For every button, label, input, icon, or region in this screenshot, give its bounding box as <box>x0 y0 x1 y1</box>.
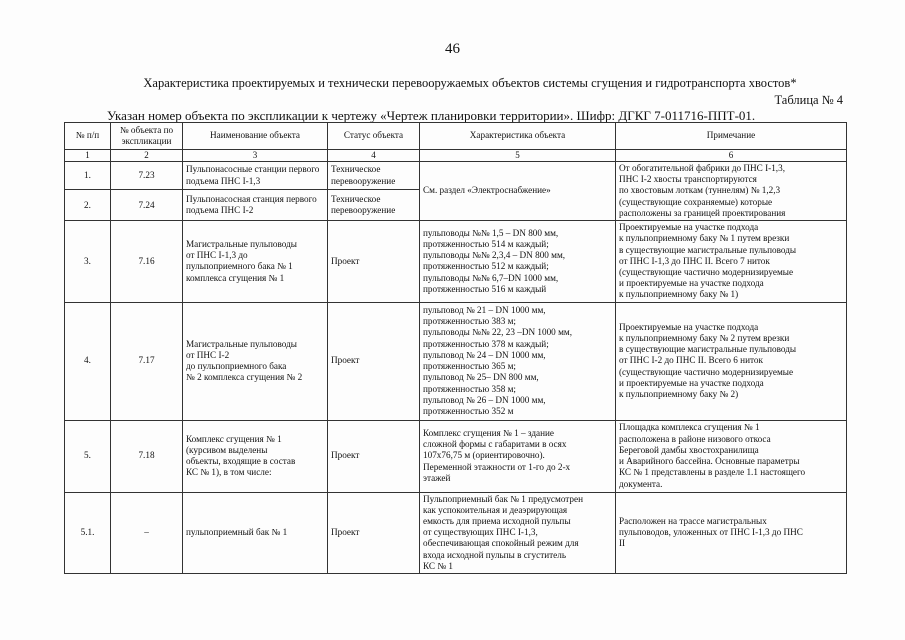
char-line: этажей <box>423 472 451 483</box>
object-name: пульпоприемный бак № 1 <box>183 492 328 574</box>
note-line: к пульпоприемному баку № 1 путем врезки <box>619 233 790 244</box>
char-line: пульповод № 26 – DN 1000 мм, <box>423 394 546 405</box>
char-line: входа исходной пульпы в сгуститель <box>423 549 567 560</box>
note-line: и Аварийного бассейна. Основные параметры <box>619 456 800 467</box>
column-number: 1 <box>65 150 111 162</box>
header-cell: Характеристика объекта <box>420 123 616 150</box>
object-name: Пульпонасосные станции первого подъема ПНС I-1,3 <box>183 161 328 189</box>
object-characteristic: См. раздел «Электроснабжение» <box>420 161 616 220</box>
object-characteristic <box>420 221 616 303</box>
note-line: Береговой дамбы хвостохранилища <box>619 444 759 455</box>
object-note <box>616 302 847 420</box>
note-line: Проектируемые на участке подхода <box>619 321 759 332</box>
object-number: 7.23 <box>111 161 183 189</box>
note-line: к пульпоприемному баку № 1) <box>619 289 739 300</box>
name-line: от ПНС I-2 <box>186 349 230 360</box>
objects-table <box>64 122 847 574</box>
char-line: протяженностью 378 м каждый; <box>423 338 549 349</box>
row-number: 3. <box>65 221 111 303</box>
char-line: протяженностью 358 м; <box>423 383 516 394</box>
char-line: как успокоительная и деаэрирующая <box>423 504 568 515</box>
object-characteristic <box>420 420 616 492</box>
note-line: к пульпоприемному баку № 2) <box>619 389 739 400</box>
page-number: 46 <box>445 41 460 57</box>
note-line: и проектируемые на участке подхода <box>619 377 764 388</box>
note-line: Проектируемые на участке подхода <box>619 222 759 233</box>
row-number: 5. <box>65 420 111 492</box>
note-line: и проектируемые на участке подхода <box>619 278 764 289</box>
char-line: пульповоды №№ 22, 23 –DN 1000 мм, <box>423 327 572 338</box>
note-line: (существующие сохраняемые) которые <box>619 196 773 207</box>
note-line: пульповодов, уложенных от ПНС I-1,3 до ПНС <box>619 527 803 538</box>
object-number: – <box>111 492 183 574</box>
object-status: Проект <box>328 492 420 574</box>
object-name <box>183 420 328 492</box>
note-line: от ПНС I-2 до ПНС II. Всего 6 ниток <box>619 355 763 366</box>
name-line: объекты, входящие в состав <box>186 456 296 467</box>
note-line: в существующие магистральные пульповоды <box>619 344 797 355</box>
table-row <box>65 161 847 189</box>
column-number: 2 <box>111 150 183 162</box>
char-line: от существующих ПНС I-1,3, <box>423 527 538 538</box>
header-cell: Примечание <box>616 123 847 150</box>
object-status: Техническое перевооружение <box>328 190 420 221</box>
column-number: 5 <box>420 150 616 162</box>
header-cell: Наименование объекта <box>183 123 328 150</box>
document-title: Характеристика проектируемых и технически перевооружаемых объектов системы сгущения и гидротранспорта хвостов* <box>143 76 797 90</box>
table-label: Таблица № 4 <box>774 93 843 107</box>
object-number: 7.24 <box>111 190 183 221</box>
object-number: 7.16 <box>111 221 183 303</box>
note-line: по хвостовым лоткам (туннелям) № 1,2,3 <box>619 185 781 196</box>
char-line: протяженностью 352 м <box>423 405 514 416</box>
name-line: (курсивом выделены <box>186 444 268 455</box>
row-number: 2. <box>65 190 111 221</box>
note-line: КС № 1 представлены в разделе 1.1 настоящего <box>619 467 806 478</box>
char-line: КС № 1 <box>423 560 453 571</box>
note-line: от ПНС I-1,3 до ПНС II. Всего 7 ниток <box>619 255 770 266</box>
note-line: (существующие частично модернизируемые <box>619 366 794 377</box>
header-cell: № п/п <box>65 123 111 150</box>
object-name <box>183 302 328 420</box>
object-note <box>616 161 847 220</box>
table-row <box>65 302 847 420</box>
column-number: 3 <box>183 150 328 162</box>
char-line: емкость для приема исходной пульпы <box>423 516 571 527</box>
note-line: документа. <box>619 478 663 489</box>
object-note <box>616 492 847 574</box>
name-line: от ПНС I-1,3 до <box>186 250 248 261</box>
name-line: КС № 1), в том числе: <box>186 467 272 478</box>
column-number: 4 <box>328 150 420 162</box>
char-line: пульповоды №№ 2,3,4 – DN 800 мм, <box>423 250 566 261</box>
char-line: Пульпоприемный бак № 1 предусмотрен <box>423 493 584 504</box>
char-line: обеспечивающая спокойный режим для <box>423 538 579 549</box>
object-note <box>616 221 847 303</box>
object-status: Техническое перевооружение <box>328 161 420 189</box>
char-line: Комплекс сгущения № 1 – здание <box>423 428 555 439</box>
object-number: 7.17 <box>111 302 183 420</box>
char-line: 107х76,75 м (ориентировочно). <box>423 450 545 461</box>
table-row <box>65 492 847 574</box>
name-line: пульпоприемного бака № 1 <box>186 261 293 272</box>
note-line: Расположен на трассе магистральных <box>619 516 767 527</box>
char-line: протяженностью 365 м; <box>423 361 516 372</box>
header-cell: № объекта по экспликации <box>111 123 183 150</box>
note-line: расположены за границей проектирования <box>619 207 786 218</box>
note-line: ПНС I-2 хвосты транспортируются <box>619 174 757 185</box>
note-line: к пульпоприемному баку № 2 путем врезки <box>619 333 790 344</box>
name-line: Магистральные пульповоды <box>186 238 297 249</box>
object-characteristic <box>420 302 616 420</box>
table-header-row <box>65 123 847 150</box>
table-row <box>65 221 847 303</box>
char-line: протяженностью 514 м каждый; <box>423 238 549 249</box>
note-line: в существующие магистральные пульповоды <box>619 244 797 255</box>
header-cell: Статус объекта <box>328 123 420 150</box>
row-number: 1. <box>65 161 111 189</box>
char-line: протяженностью 383 м; <box>423 316 516 327</box>
name-line: № 2 комплекса сгущения № 2 <box>186 372 303 383</box>
name-line: Магистральные пульповоды <box>186 338 297 349</box>
char-line: пульповод № 21 – DN 1000 мм, <box>423 305 546 315</box>
char-line: сложной формы с габаритами в осях <box>423 439 567 450</box>
char-line: пульповоды №№ 6,7–DN 1000 мм, <box>423 272 559 283</box>
object-status: Проект <box>328 420 420 492</box>
row-number: 5.1. <box>65 492 111 574</box>
object-note <box>616 420 847 492</box>
note-line: II <box>619 538 626 549</box>
name-line: Комплекс сгущения № 1 <box>186 433 282 444</box>
char-line: пульповод № 24 – DN 1000 мм, <box>423 349 546 360</box>
document-subtitle: Указан номер объекта по экспликации к чертежу «Чертеж планировки территории». Шифр: ДГКГ 7-011716-ППТ-01. <box>107 108 756 123</box>
object-name: Пульпонасосная станция первого подъема ПНС I-2 <box>183 190 328 221</box>
note-line: расположена в районе низового откоса <box>619 433 771 444</box>
char-line: Переменной этажности от 1-го до 2-х <box>423 461 571 472</box>
char-line: протяженностью 516 м каждый <box>423 283 547 294</box>
char-line: протяженностью 512 м каждый; <box>423 261 549 272</box>
object-characteristic <box>420 492 616 574</box>
object-status: Проект <box>328 302 420 420</box>
note-line: Площадка комплекса сгущения № 1 <box>619 422 760 433</box>
column-number-row <box>65 150 847 162</box>
row-number: 4. <box>65 302 111 420</box>
note-line: (существующие частично модернизируемые <box>619 266 794 277</box>
name-line: до пульпоприемного бака <box>186 361 287 372</box>
object-name <box>183 221 328 303</box>
char-line: пульповоды №№ 1,5 – DN 800 мм, <box>423 227 559 238</box>
char-line: пульповод № 25– DN 800 мм, <box>423 372 539 383</box>
note-line: От обогатительной фабрики до ПНС I-1,3, <box>619 162 785 173</box>
table-row <box>65 420 847 492</box>
object-status: Проект <box>328 221 420 303</box>
name-line: комплекса сгущения № 1 <box>186 272 285 283</box>
column-number: 6 <box>616 150 847 162</box>
object-number: 7.18 <box>111 420 183 492</box>
